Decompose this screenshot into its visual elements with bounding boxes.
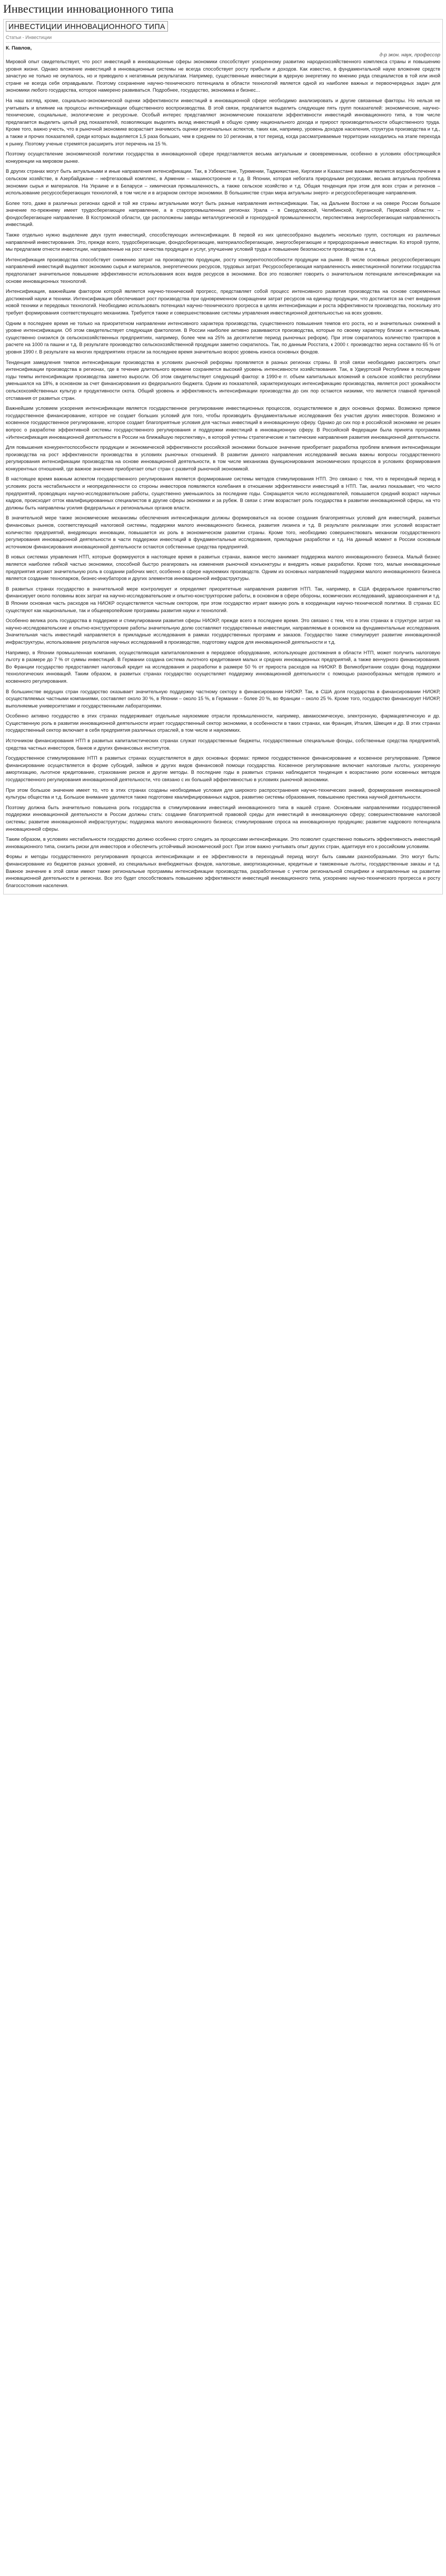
article-paragraph: При этом большое значение имеет то, что в этих странах созданы необходимые условия для широкого распространения научно-технических знаний, формирования инновационной культуры общества и т.д. Большое внимание уделяется также подготовке квалифицированных кадров, развитию системы образования, повышению престижа научной деятельности. bbox=[6, 787, 440, 800]
article-paragraph: В большинстве ведущих стран государство оказывает значительную поддержку частному сектору в финансировании НИОКР. Так, в США доля государства в финансировании НИОКР, осуществляемых частными компаниями, составляет около 30 %, в Японии – около 15 %, в Германии – более 20 %, во Франции – около 25 %. Кроме того, государство финансирует НИОКР, выполняемые университетами и государственными лабораториями. bbox=[6, 689, 440, 709]
article-paragraph: Одним в последнее время не только на приоритетном направлении интенсивного характера производства, существенного повышения темпов его роста, но и значительных снижений в уровне интенсификации. Об этом свидетельствует следующая фактология. В России наиболее активно развиваются производства, которые по своему характеру близки к интенсивным, существенно снизился (в сельскохозяйственных предприятиях, например, более чем на 25% за десятилетие период рыночных реформ). При этом сократилось количество тракторов в расчете на 1000 га пашни и т.д. В результате производство сельскохозяйственной продукции заметно сократилось. Так, по данным Росстата, к 2000 г. производство зерна составило 65 % от уровня 1990 г. В результате на многих предприятиях отрасли за последнее время значительно возрос уровень износа основных фондов. bbox=[6, 320, 440, 355]
author-block bbox=[6, 45, 440, 58]
article-paragraph: Для повышения конкурентоспособности продукции и экономической эффективности российской экономики большое значение приобретает разработка проблем влияния интенсификации производства на рост эффективности производства в условиях рыночных отношений. В развитии данного направления исследований весьма важны вопросы государственного регулирования интенсификации производства на основе инновационной деятельности, в том числе механизма функционирования экономических процессов в условиях формирования конкурентных отношений, где важное значение приобретает опыт стран с развитой рыночной экономикой. bbox=[6, 445, 440, 471]
article-paragraph: В других странах могут быть актуальными и иные направления интенсификации. Так, в Узбекистане, Туркмении, Таджикистане, Киргизии и Казахстане важным является водообеспечение в сельском хозяйстве, в Азербайджане – нефтегазовый комплекс, в Армении – машиностроение и т.д. В Японии, которая небогата природными ресурсами, весьма актуальна проблема экономии сырья и материалов. На Украине и в Беларуси – химическая промышленность, а также сельское хозяйство и т.д. Общая тенденция при этом для всех стран и регионов – использование ресурсосберегающих технологий, в том числе и в аграрном секторе экономики. В большинстве стран мира актуальны энерго- и ресурсосберегающие направления. bbox=[6, 169, 440, 196]
article-paragraph: Источником финансирования НТП в развитых капиталистических странах служат государственные бюджеты, государственные специальные фонды, собственные средства предприятий, средства частных инвесторов, банков и других финансовых институтов. bbox=[6, 738, 440, 751]
article-paragraph: Особенно активно государство в этих странах поддерживает отдельные наукоемкие отрасли промышленности, например, авиакосмическую, электронную, фармацевтическую и др. Существенную роль в развитии инновационной деятельности играет государственный сектор экономики, в особенности в таких странах, как Франция, Италия, Швеция и др. В этих странах государственный сектор включает в себя предприятия различных отраслей, в том числе и наукоемких. bbox=[6, 713, 440, 733]
article-paragraph: Мировой опыт свидетельствует, что рост инвестиций в инновационные сферы экономики способствует ускоренному развитию народнохозяйственного комплекса страны и повышению уровня жизни. Однако вложение инвестиций в инновационные системы не всегда способствует росту прибыли и доходов. Как известно, в фундаментальной науке вложение средств зачастую не только не окупалось, но и приводило к негативным результатам. Например, существенные инвестиции в ядерную энергетику по мнению ряда специалистов в той или иной стране не всегда себя оправдывали. Поэтому сохранение научно-технического потенциала в области технологий является одной из наиболее важных и первоочередных задач для экономики любого государства, которое намерено развиваться. Подробнее, государство, экономика и бизнес... bbox=[6, 59, 440, 93]
site-title: Инвестиции инновационного типа bbox=[3, 2, 174, 15]
page bbox=[0, 0, 446, 894]
author-name: К. Павлов, bbox=[6, 45, 32, 51]
article-paragraph: В новых системах управления НТП, которые формируются в настоящее время в развитых странах, важное место занимает поддержка малого инновационного бизнеса. Малый бизнес является наиболее гибкой частью экономики, способной быстро реагировать на изменения рыночной конъюнктуры и внедрять новые разработки. Кроме того, малые инновационные предприятия играют значительную роль в создании рабочих мест, особенно в сфере наукоемких производств. Одним из основных направлений поддержки малого инновационного бизнеса является создание технопарков, бизнес-инкубаторов и других элементов инновационной инфраструктуры. bbox=[6, 554, 440, 582]
article-paragraph: В настоящее время важным аспектом государственного регулирования является формирование системы методов стимулирования НТП. Это связано с тем, что в переходный период в условиях роста нестабильности и неопределенности со стороны инвесторов появляются колебания в отношении эффективности инвестиций в НТП. Так, анализ показывает, что число предприятий, проводящих научно-исследовательские работы, существенно уменьшилось за последние годы. Сокращается число исследователей, повышается средний возраст научных кадров, происходит отток квалифицированных специалистов в другие сферы экономики и за рубеж. В связи с этим возрастает роль государства в развитии инновационной сферы, на что должны быть направлены усилия федеральных и региональных органов власти. bbox=[6, 476, 440, 510]
article-title-box bbox=[6, 21, 168, 32]
article-paragraph: В значительной мере также экономические механизмы обеспечения интенсификации должны формироваться на основе создания благоприятных условий для инвестиций, развитых финансовых рынков, соответствующей налоговой системы, поддержки малого инновационного бизнеса, развития лизинга и т.д. В результате реализации этих условий возрастает количество предприятий, внедряющих инновации, повышается их роль в экономическом развитии страны. Кроме того, необходимо совершенствовать механизм государственного регулирования инновационной деятельности в части поддержки инвестиций в фундаментальные исследования, прикладные разработки и т.д. На данный момент в России основным источником финансирования инновационной деятельности остаются собственные средства предприятий. bbox=[6, 515, 440, 549]
category-link-investments[interactable]: Инвестиции bbox=[25, 35, 52, 40]
article-paragraph: Интенсификация, важнейшим фактором которой является научно-технический прогресс, представляет собой процесс интенсивного развития производства на основе современных достижений науки и техники. Интенсификация обеспечивает рост производства при одновременном сокращении затрат ресурсов на единицу продукции, что достигается за счет внедрения новой техники и передовых технологий. Необходимо использовать потенциал научно-технического прогресса в целях интенсификации и роста эффективности производства, поскольку это требует формирования соответствующего механизма. Требуется также и совершенствование системы управления инвестиционной деятельностью на всех уровнях. bbox=[6, 289, 440, 316]
article-meta bbox=[6, 34, 440, 43]
category-link-articles[interactable]: Статьи bbox=[6, 35, 22, 40]
article-paragraph: Тенденция замедления темпов интенсификации производства в условиях рыночной реформы проявляется в разных регионах страны. В этой связи необходимо рассмотреть опыт интенсификации производства в регионах, где в течение длительного времени сохраняется высокий уровень интенсивности хозяйствования. Так, в Удмуртской Республике в последние годы темпы интенсификации производства заметно выросли. Об этом свидетельствует следующий фактор: в 1990-е гг. объем капитальных вложений в сельское хозяйство республики уменьшился на 18%, в основном за счет финансирования из федерального бюджета. Одним из показателей, характеризующих интенсификацию производства, является рост урожайности сельскохозяйственных культур и продуктивности скота. Общий уровень и эффективность интенсификации производства до сих пор остаются низкими, что является главной причиной отставания от развитых стран. bbox=[6, 359, 440, 401]
article-title: ИНВЕСТИЦИИ ИННОВАЦИОННОГО ТИПА bbox=[8, 22, 165, 31]
category-separator: - bbox=[21, 35, 26, 40]
article-paragraph: Важнейшим условием ускорения интенсификации является государственное регулирование инвестиционных процессов, осуществляемое в двух основных формах. Возможно прямое государственное финансирование, которое не создает больших условий для того, чтобы производить фундаментальные исследования без участия других инвесторов. Возможно и косвенное государственное регулирование, которое создает благоприятные условия для частных инвестиций в инновационную сферу. Однако до сих пор в российской экономике не решен вопрос о разработке эффективной системы государственного регулирования и поддержки инвестиций в инновационную сферу. В Российской Федерации была принята программа «Интенсификация инновационной деятельности в России на ближайшую перспективу», в которой учтены стратегические и тактические направления развития инновационной деятельности. bbox=[6, 406, 440, 440]
author-position: д-р экон. наук, профессор bbox=[379, 52, 440, 58]
article-paragraph: Например, в Японии промышленная компания, осуществляющая капиталовложения в передовое оборудование, использующее достижения в области НТП, может получить налоговую льготу в размере до 7 % от суммы инвестиций. В Германии создана система льготного кредитования малых и средних инновационных предприятий, а также венчурного финансирования. Во Франции государство предоставляет налоговый кредит на исследования и разработки в размере 50 % от прироста расходов на НИОКР. В Великобритании создан фонд поддержки технологических инноваций. Таким образом, в развитых странах государство осуществляет поддержку инновационной деятельности с помощью разнообразных методов прямого и косвенного регулирования. bbox=[6, 650, 440, 684]
article-paragraph: Поэтому должна быть значительно повышена роль государства в стимулировании инвестиций инновационного типа в нашей стране. Основными направлениями государственной поддержки инновационной деятельности в России должны стать: создание благоприятной правовой среды для инвестиций в инновационную сферу; совершенствование налоговой системы; развитие инновационной инфраструктуры; поддержка малого инновационного бизнеса; стимулирование спроса на инновационную продукцию; развитие кадрового потенциала инновационной сферы. bbox=[6, 804, 440, 832]
article-paragraph: Государственное стимулирование НТП в развитых странах осуществляется в двух основных формах: прямое государственное финансирование и косвенное регулирование. Прямое финансирование осуществляется в форме субсидий, займов и других видов финансовой помощи государства. Косвенное регулирование включает налоговые льготы, ускоренную амортизацию, льготное кредитование, страхование рисков и другие методы. В последние годы в развитых странах наблюдается тенденция к возрастанию роли косвенных методов государственного регулирования инновационной деятельности, что связано с их большей эффективностью в условиях рыночной экономики. bbox=[6, 755, 440, 783]
article-paragraph: На наш взгляд, кроме, социально-экономической оценки эффективности инвестиций в инновационной сфере необходимо анализировать и другие связанные факторы. Но нельзя не учитывать и влияние на процессы интенсификации общественного воспроизводства. В этой связи, предлагается выделить следующие пять групп показателей: экономические, научно-технические, социальные, экологические и ресурсные. Особый интерес представляют экономические показатели эффективности инвестиций инновационного типа, в том числе предлагается выделить целый ряд показателей, позволяющих выделять вклад инвестиций в общую сумму национального дохода и прирост производительности общественного труда. Кроме того, важно учесть, что в рыночной экономике возрастает значимость оценки региональных аспектов, таких как, например, уровень доходов населения, структура производства и т.д., а также и прочих показателей, среди которых выделяется 1,5 раза больших, чем в среднем по 10 регионам, в тот период, когда рассматриваемые территории находились на этапе перехода к рынку. Поэтому ученые стремятся расширить этот перечень на 15 %. bbox=[6, 97, 440, 146]
article-paragraph: Формы и методы государственного регулирования процесса интенсификации и ее эффективности в переходный период могут быть самыми разнообразными. Это могут быть: финансирование из бюджетов разных уровней, из специальных внебюджетных фондов, налоговые, амортизационные, кредитные и таможенные льготы, государственные заказы и т.д. Важное значение в этой связи имеют также региональные программы интенсификации производства, разработанные с учетом региональной специфики и направленные на развитие инновационной деятельности в регионах. Все это будет способствовать повышению эффективности инвестиций инновационного типа, ускорению научно-технического прогресса и росту благосостояния населения. bbox=[6, 854, 440, 888]
article-paragraph: Поэтому осуществление экономической политики государства в инновационной сфере представляется весьма актуальным и своевременным, особенно в условиях обостряющейся конкуренции на мировом рынке. bbox=[6, 151, 440, 164]
article-paragraph: Особенно велика роль государства в поддержке и стимулировании развития сферы НИОКР, прежде всего в последнее время. Это связано с тем, что в этих странах в структуре затрат на научно-исследовательские и опытно-конструкторские работы значительную долю составляют государственные инвестиции, направляемые в основном на фундаментальные исследования. Значительная часть инвестиций направляется в прикладные исследования в рамках государственных программ и заказов. Государство также стимулирует развитие инновационной инфраструктуры, использование результатов научных исследований в производстве, подготовку кадров для инновационной деятельности и т.д. bbox=[6, 618, 440, 645]
article-paragraph: Более того, даже в различных регионах одной и той же страны актуальными могут быть разные направления интенсификации. Так, на Дальнем Востоке и на севере России большое значение по-прежнему имеет трудосберегающее направление, а в старопромышленных регионах Урала – в Свердловской, Челябинской, Курганской, Пермской областях – фондосберегающее направление. В Костромской области, где расположены заводы металлургической и горнорудной промышленности, перспективна энергосберегающая направленность инвестиций. bbox=[6, 200, 440, 228]
article-paragraph: Таким образом, в условиях нестабильности государство должно особенно строго следить за процессами интенсификации. Это позволит существенно повысить эффективность инвестиций инновационного типа, снизить риски для инвесторов и обеспечить устойчивый экономический рост. При этом важно учитывать опыт других стран, адаптируя его к российским условиям. bbox=[6, 837, 440, 849]
article-paragraph: Также отдельно нужно выделение двух групп инвестиций, способствующих интенсификации. В первой из них целесообразно выделить несколько групп, состоящих из различных направлений инвестирования. Это, прежде всего, трудосберегающие, фондосберегающие, материалосберегающие, энергосберегающие и природоохранные инвестиции. Ко второй группе, мы предлагаем отнести инвестиции, направленные на рост качества продукции и услуг, улучшение условий труда и повышение безопасности производства и т.д. bbox=[6, 232, 440, 252]
article-body bbox=[6, 58, 440, 889]
article bbox=[3, 19, 443, 894]
article-paragraph: Интенсификация производства способствует снижению затрат на производство продукции, росту конкурентоспособности продукции на рынке. В числе основных ресурсосберегающих направлений инвестиций выделяют экономию сырья и материалов, энергетических ресурсов, трудовых затрат. Ресурсосберегающая направленность инвестиционной политики государства предполагает значительное повышение эффективности использования всех видов ресурсов в экономике. Все это позволяет говорить о значительном потенциале интенсификации на основе инновационных технологий. bbox=[6, 257, 440, 284]
article-paragraph: В развитых странах государство в значительной мере контролирует и определяет приоритетные направления развития НТП. Так, например, в США федеральное правительство финансирует около половины всех затрат на научно-исследовательские и опытно-конструкторские работы, в основном в сфере обороны, космических исследований, здравоохранения и т.д. В Японии основная часть расходов на НИОКР осуществляется частным сектором, при этом государство играет важную роль в координации научно-технической политики. В странах ЕС существуют как национальные, так и общеевропейские программы развития науки и технологий. bbox=[6, 586, 440, 613]
